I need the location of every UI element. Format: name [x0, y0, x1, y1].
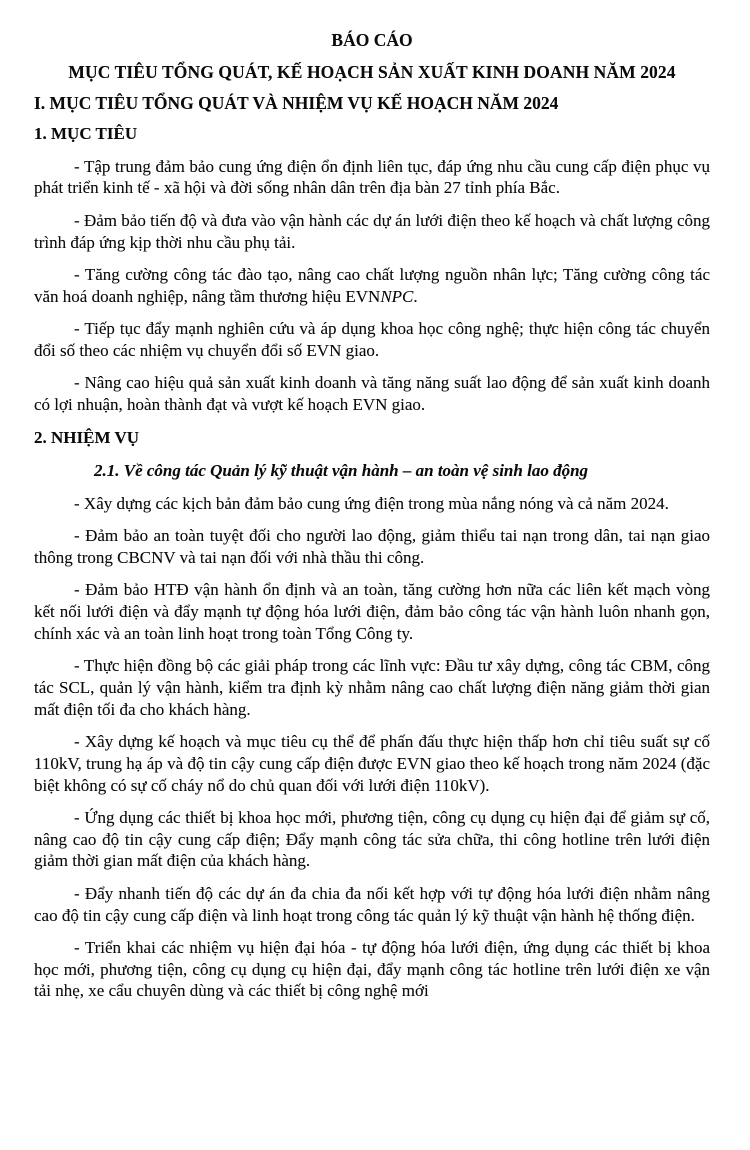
muc-tieu-paragraph-2: - Đảm bảo tiến độ và đưa vào vận hành các dự án lưới điện theo kế hoạch và chất lượng công trình đáp ứng kịp thời nhu cầu phụ tải.: [34, 210, 710, 252]
muc-tieu-paragraph-1: - Tập trung đảm bảo cung ứng điện ổn định liên tục, đáp ứng nhu cầu cung cấp điện phục vụ phát triển kinh tế - xã hội và đời sống nhân dân trên địa bàn 27 tỉnh phía Bắc.: [34, 156, 710, 198]
nhiem-vu-paragraph-5: - Xây dựng kế hoạch và mục tiêu cụ thể để phấn đấu thực hiện thấp hơn chỉ tiêu suất sự cố 110kV, trung hạ áp và độ tin cậy cung cấp điện được EVN giao theo kế hoạch trong năm 2024 (đặc biệt không có sự cố cháy nổ do chủ quan đối với lưới điện 110kV).: [34, 731, 710, 795]
nhiem-vu-paragraph-2: - Đảm bảo an toàn tuyệt đối cho người lao động, giảm thiểu tai nạn trong dân, tai nạn giao thông trong CBCNV và tai nạn đối với nhà thầu thi công.: [34, 526, 710, 567]
muc-tieu-paragraph-4: - Tiếp tục đẩy mạnh nghiên cứu và áp dụng khoa học công nghệ; thực hiện công tác chuyển đổi số theo các nhiệm vụ chuyển đổi số EVN giao.: [34, 318, 710, 360]
muc-tieu-paragraph-3: [34, 264, 710, 308]
section-2-1-heading: 2.1. Về công tác Quản lý kỹ thuật vận hành – an toàn vệ sinh lao động: [94, 461, 589, 481]
report-title: BÁO CÁO: [331, 30, 413, 50]
muc-tieu-paragraph-3-period: .: [413, 286, 418, 306]
evnnpc-brand-italic: NPC: [380, 286, 414, 306]
nhiem-vu-paragraph-7: - Đẩy nhanh tiến độ các dự án đa chia đa nối kết hợp với tự động hóa lưới điện nhằm nâng cao độ tin cậy cung cấp điện và linh hoạt trong công tác quản lý kỹ thuật vận hành hệ thống điện.: [34, 883, 710, 925]
section-1-heading: I. MỤC TIÊU TỔNG QUÁT VÀ NHIỆM VỤ KẾ HOẠCH NĂM 2024: [34, 92, 559, 113]
nhiem-vu-paragraph-8: - Triển khai các nhiệm vụ hiện đại hóa - tự động hóa lưới điện, ứng dụng các thiết bị khoa học mới, phương tiện, công cụ dụng cụ hiện đại, đẩy mạnh công tác hotline trên lưới điện xe vận tải nhẹ, xe cẩu chuyên dùng và các thiết bị công nghệ mới: [34, 937, 710, 1001]
nhiem-vu-paragraph-6: - Ứng dụng các thiết bị khoa học mới, phương tiện, công cụ dụng cụ hiện đại để giảm sự cố, nâng cao độ tin cậy cung cấp điện; Đẩy mạnh công tác sửa chữa, thi công hotline trên lưới điện giảm thời gian mất điện của khách hàng.: [34, 807, 710, 871]
report-subtitle: MỤC TIÊU TỔNG QUÁT, KẾ HOẠCH SẢN XUẤT KINH DOANH NĂM 2024: [68, 61, 676, 82]
muc-tieu-paragraph-3-text: - Tăng cường công tác đào tạo, nâng cao chất lượng nguồn nhân lực; Tăng cường công tác văn hoá doanh nghiệp, nâng tầm thương hiệu EVN: [34, 264, 710, 306]
muc-tieu-paragraph-5: - Nâng cao hiệu quả sản xuất kinh doanh và tăng năng suất lao động để sản xuất kinh doanh có lợi nhuận, hoàn thành đạt và vượt kế hoạch EVN giao.: [34, 373, 710, 414]
nhiem-vu-paragraph-3: - Đảm bảo HTĐ vận hành ổn định và an toàn, tăng cường hơn nữa các liên kết mạch vòng kết nối lưới điện và đẩy mạnh tự động hóa lưới điện, đảm bảo công tác vận hành luôn nhanh gọn, chính xác và an toàn linh hoạt trong toàn Tổng Công ty.: [34, 580, 710, 643]
section-2-heading: 2. NHIỆM VỤ: [34, 427, 139, 447]
nhiem-vu-paragraph-1: - Xây dựng các kịch bản đảm bảo cung ứng điện trong mùa nắng nóng và cả năm 2024.: [74, 493, 669, 513]
nhiem-vu-paragraph-4: - Thực hiện đồng bộ các giải pháp trong các lĩnh vực: Đầu tư xây dựng, công tác CBM, công tác SCL, quản lý vận hành, kiểm tra định kỳ nhằm nâng cao chất lượng điện năng giảm thời gian mất điện tối đa cho khách hàng.: [34, 656, 710, 719]
section-1-muc-tieu-heading: 1. MỤC TIÊU: [34, 124, 138, 144]
